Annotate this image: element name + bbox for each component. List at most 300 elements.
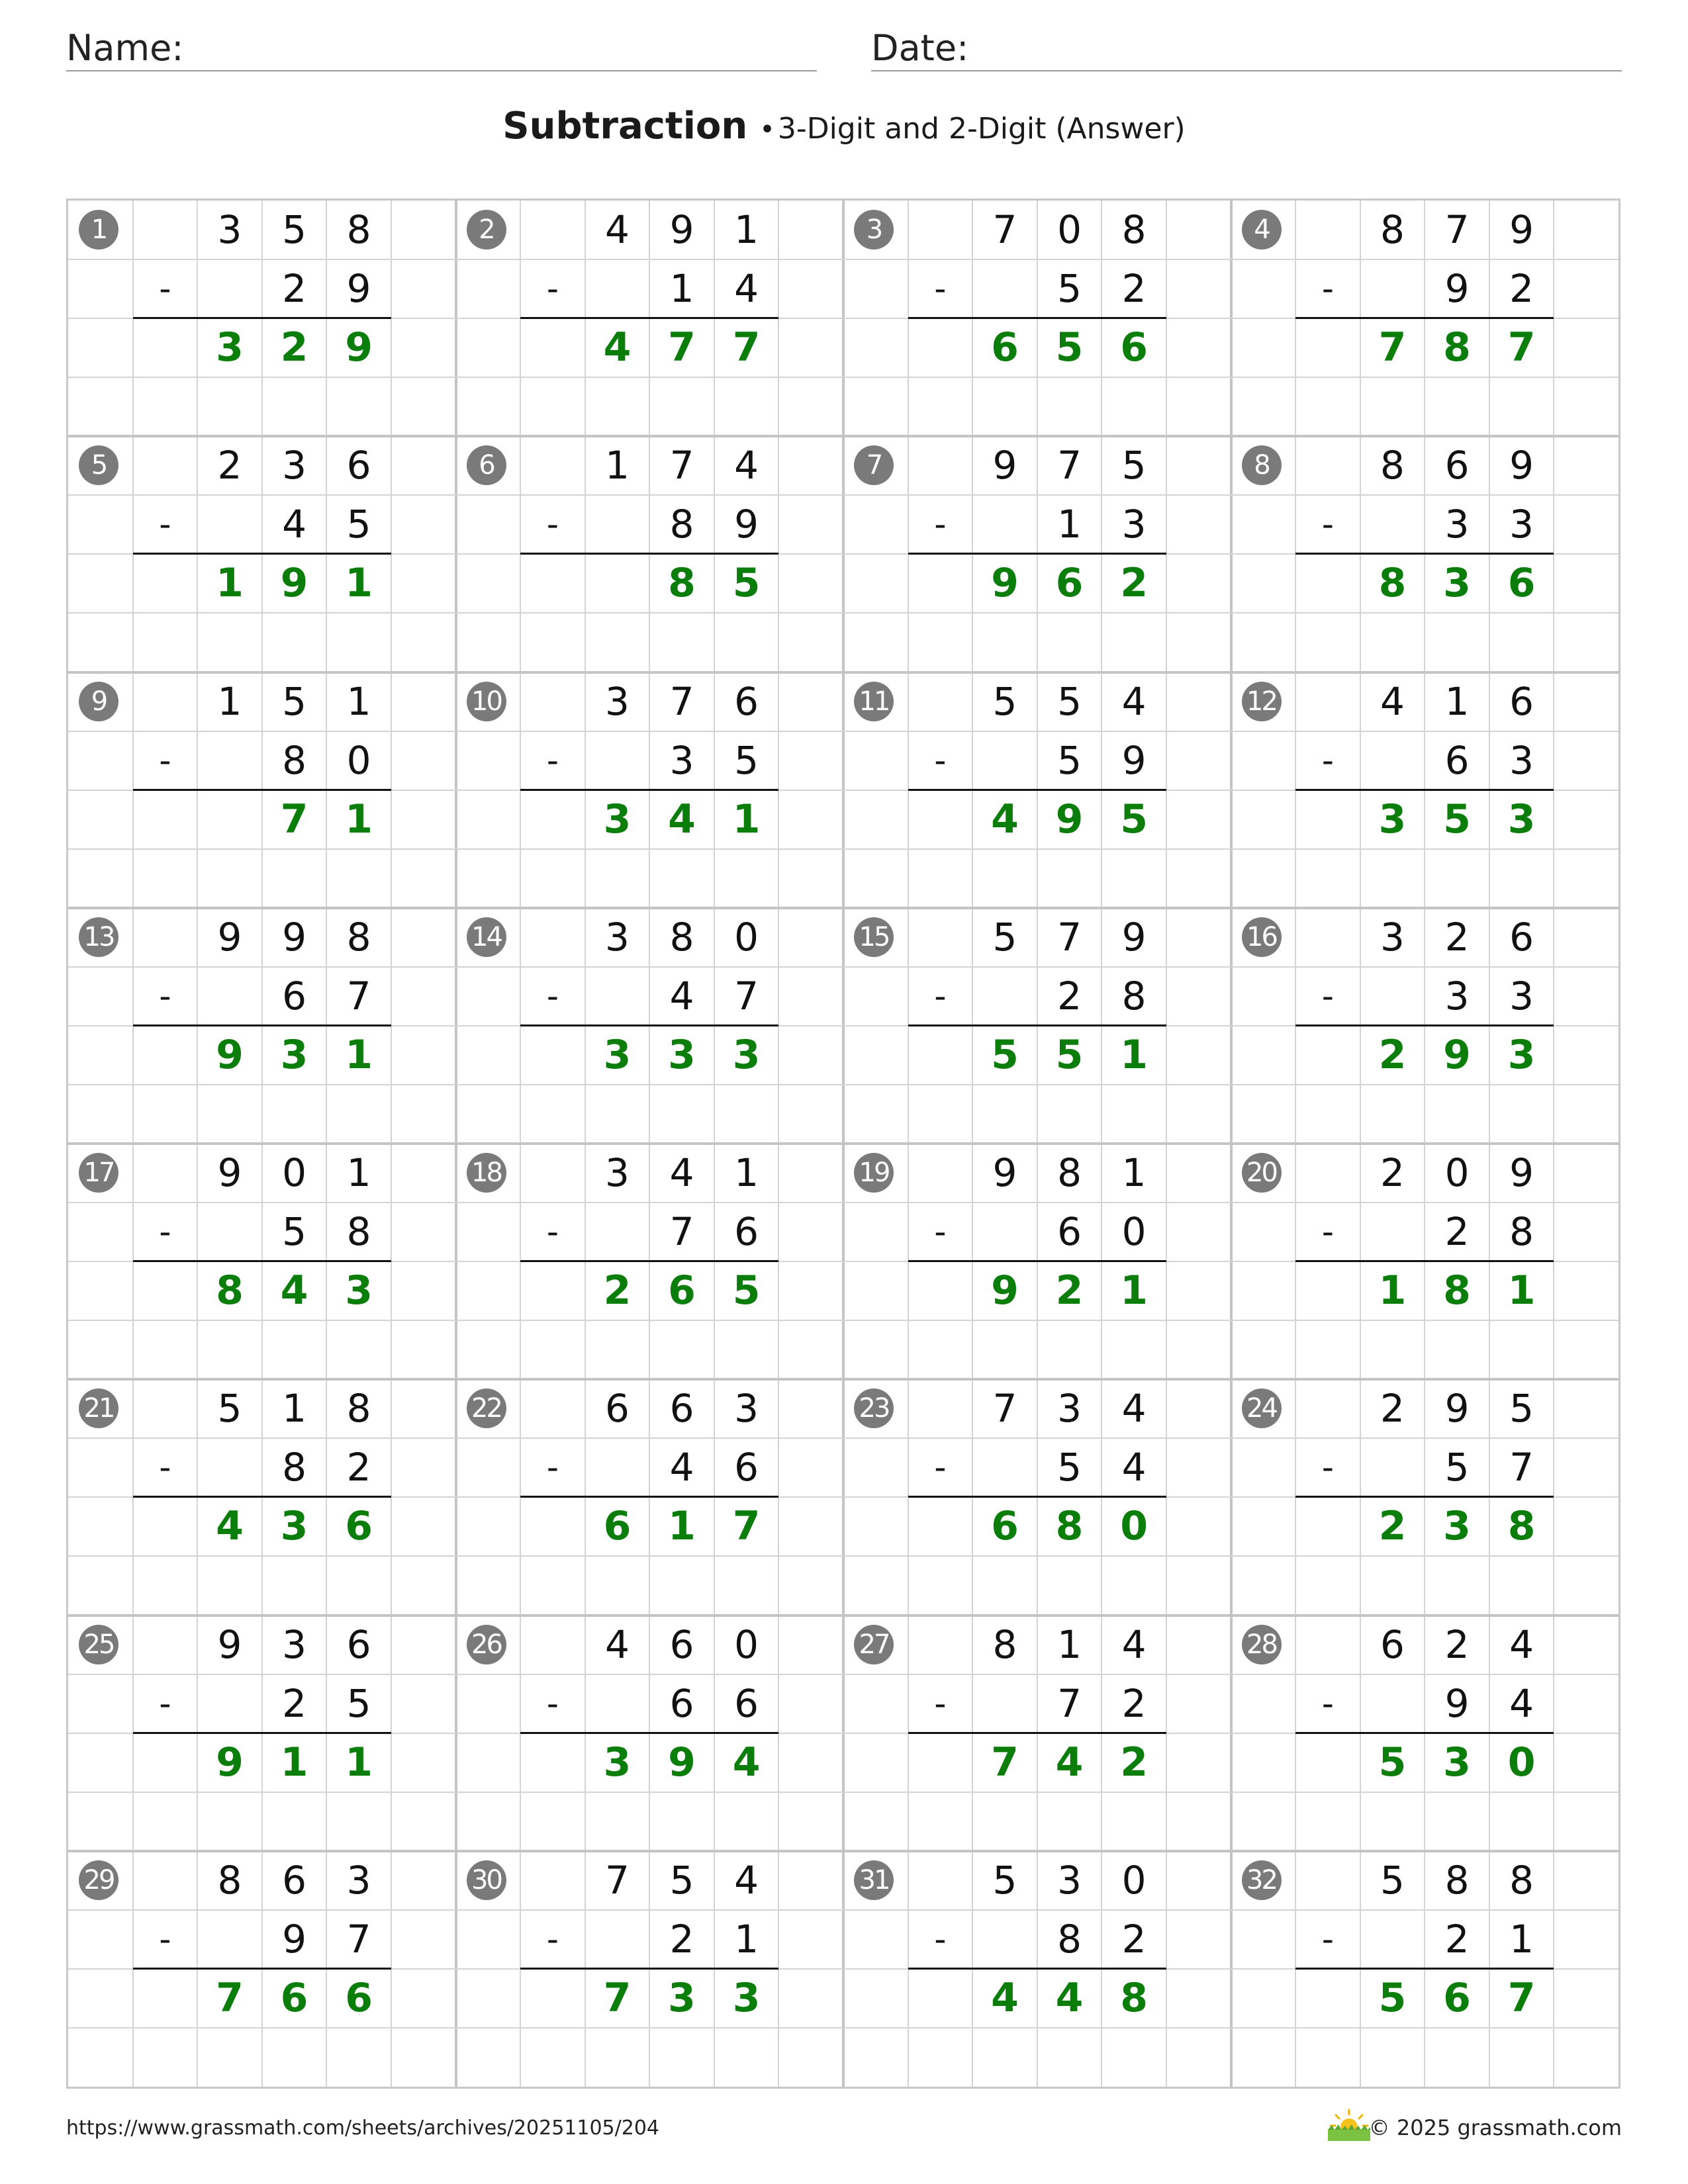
minuend-digit: 2 [1380, 1386, 1405, 1432]
answer-digit[interactable]: 3 [668, 1031, 696, 1078]
problem-18 [456, 1144, 845, 1380]
subtrahend-digit: 3 [1509, 737, 1534, 783]
answer-digit[interactable]: 9 [280, 560, 308, 607]
answer-rule-line [908, 1496, 1166, 1498]
minuend-digit: 8 [217, 1857, 242, 1903]
answer-digit[interactable]: 7 [732, 324, 761, 371]
minus-sign: - [546, 1212, 559, 1251]
answer-digit[interactable]: 2 [1120, 1739, 1148, 1786]
problem-number-badge: 25 [79, 1625, 118, 1664]
answer-digit[interactable]: 3 [603, 1031, 632, 1078]
subtrahend-digit: 9 [346, 266, 371, 312]
minuend-digit: 3 [1057, 1857, 1082, 1903]
minus-sign: - [1321, 505, 1334, 544]
subtrahend-digit: 5 [1444, 1445, 1470, 1490]
answer-digit[interactable]: 5 [1120, 796, 1148, 842]
answer-digit[interactable]: 1 [1378, 1267, 1407, 1314]
answer-digit[interactable]: 3 [345, 1267, 373, 1314]
problem-number-badge: 15 [854, 917, 894, 957]
sun-over-grass-icon [1327, 2109, 1372, 2142]
problem-number-badge: 30 [467, 1860, 506, 1900]
answer-digit[interactable]: 8 [216, 1267, 244, 1314]
answer-rule-line [1295, 317, 1554, 319]
minuend-digit: 4 [1121, 678, 1147, 724]
answer-rule-line [908, 1732, 1166, 1734]
subtrahend-digit: 9 [1444, 266, 1470, 312]
answer-digit[interactable]: 1 [1507, 1267, 1536, 1314]
minuend-digit: 4 [1380, 678, 1405, 724]
minus-sign: - [934, 976, 947, 1015]
minus-sign: - [159, 741, 171, 780]
answer-rule-line [133, 789, 391, 791]
minuend-digit: 4 [734, 1857, 759, 1903]
problem-25 [68, 1615, 457, 1852]
minus-sign: - [1321, 741, 1334, 780]
answer-digit[interactable]: 1 [345, 796, 373, 842]
minus-sign: - [934, 1684, 947, 1723]
minuend-digit: 9 [1509, 443, 1534, 488]
minus-sign: - [934, 1919, 947, 1958]
answer-digit[interactable]: 3 [1378, 796, 1407, 842]
answer-digit[interactable]: 5 [1055, 324, 1084, 371]
answer-digit[interactable]: 5 [1378, 1739, 1407, 1786]
title-bullet: • [759, 114, 775, 145]
answer-digit[interactable]: 3 [1507, 1031, 1536, 1078]
minus-sign: - [1321, 269, 1334, 308]
subtrahend-digit: 3 [1444, 973, 1470, 1019]
minus-sign: - [934, 741, 947, 780]
minuend-digit: 1 [217, 678, 242, 724]
minuend-digit: 5 [669, 1857, 694, 1903]
answer-digit[interactable]: 9 [216, 1739, 244, 1786]
footer-copyright: © 2025 grassmath.com [1368, 2115, 1622, 2140]
answer-digit[interactable]: 8 [1443, 1267, 1471, 1314]
problem-number-badge: 17 [79, 1153, 118, 1193]
answer-digit[interactable]: 7 [732, 1503, 761, 1550]
problem-number-badge: 29 [79, 1860, 118, 1900]
minus-sign: - [934, 1448, 947, 1487]
subtrahend-digit: 8 [282, 1445, 306, 1490]
subtrahend-digit: 7 [734, 973, 759, 1019]
minuend-digit: 3 [734, 1386, 759, 1432]
answer-rule-line [520, 317, 778, 319]
minus-sign: - [546, 505, 559, 544]
minuend-digit: 6 [1509, 914, 1534, 960]
minus-sign: - [1321, 1448, 1334, 1487]
minus-sign: - [159, 505, 171, 544]
subtrahend-digit: 5 [1057, 1445, 1082, 1490]
minuend-digit: 3 [282, 443, 306, 488]
subtrahend-digit: 8 [1121, 973, 1147, 1019]
minuend-digit: 6 [604, 1386, 630, 1432]
subtrahend-digit: 7 [1057, 1680, 1082, 1726]
answer-digit[interactable]: 3 [216, 324, 244, 371]
answer-digit[interactable]: 0 [1507, 1739, 1536, 1786]
subtrahend-digit: 2 [346, 1445, 371, 1490]
answer-digit[interactable]: 3 [280, 1503, 308, 1550]
problem-number-badge: 20 [1242, 1153, 1282, 1193]
problem-23 [843, 1379, 1232, 1615]
answer-digit[interactable]: 3 [732, 1974, 761, 2021]
date-field[interactable] [871, 24, 1622, 71]
minuend-digit: 1 [1444, 678, 1470, 724]
minuend-digit: 5 [1057, 678, 1082, 724]
minuend-digit: 9 [217, 1621, 242, 1667]
problem-number-badge: 23 [854, 1388, 894, 1428]
minus-sign: - [159, 269, 171, 308]
answer-digit[interactable]: 7 [1507, 324, 1536, 371]
minuend-digit: 9 [1509, 207, 1534, 252]
answer-digit[interactable]: 7 [1378, 324, 1407, 371]
answer-rule-line [1295, 1024, 1554, 1026]
problem-15 [843, 908, 1232, 1144]
subtrahend-digit: 8 [1509, 1209, 1534, 1255]
answer-rule-line [1295, 1260, 1554, 1262]
minuend-digit: 3 [1057, 1386, 1082, 1432]
subtrahend-digit: 2 [1444, 1916, 1470, 1962]
answer-rule-line [908, 317, 1166, 319]
answer-digit[interactable]: 7 [668, 324, 696, 371]
minuend-digit: 7 [1444, 207, 1470, 252]
subtrahend-digit: 6 [669, 1680, 694, 1726]
answer-digit[interactable]: 1 [345, 1739, 373, 1786]
minuend-digit: 5 [282, 207, 306, 252]
subtrahend-digit: 2 [1121, 1916, 1147, 1962]
answer-digit[interactable]: 6 [280, 1974, 308, 2021]
title-main: Subtraction [502, 105, 748, 148]
answer-digit[interactable]: 9 [991, 560, 1019, 607]
answer-digit[interactable]: 4 [991, 1974, 1019, 2021]
subtrahend-digit: 2 [1121, 266, 1147, 312]
problem-number-badge: 6 [467, 445, 506, 485]
answer-digit[interactable]: 7 [991, 1739, 1019, 1786]
problem-number-badge: 31 [854, 1860, 894, 1900]
subtrahend-digit: 7 [669, 1209, 694, 1255]
answer-digit[interactable]: 2 [1378, 1031, 1407, 1078]
minuend-digit: 1 [346, 1150, 371, 1195]
minuend-digit: 7 [669, 678, 694, 724]
minuend-digit: 4 [604, 207, 630, 252]
minuend-digit: 4 [1121, 1621, 1147, 1667]
minuend-digit: 9 [992, 443, 1017, 488]
minus-sign: - [546, 269, 559, 308]
problem-number-badge: 9 [79, 682, 118, 721]
answer-digit[interactable]: 3 [1443, 560, 1471, 607]
minuend-digit: 1 [604, 443, 630, 488]
subtrahend-digit: 9 [1121, 737, 1147, 783]
answer-digit[interactable]: 5 [732, 560, 761, 607]
problem-number-badge: 22 [467, 1388, 506, 1428]
answer-digit[interactable]: 6 [603, 1503, 632, 1550]
minuend-digit: 8 [1380, 207, 1405, 252]
answer-digit[interactable]: 9 [216, 1031, 244, 1078]
subtrahend-digit: 8 [669, 502, 694, 547]
answer-digit[interactable]: 6 [991, 324, 1019, 371]
answer-rule-line [908, 1024, 1166, 1026]
answer-digit[interactable]: 5 [1378, 1974, 1407, 2021]
answer-rule-line [133, 1024, 391, 1026]
answer-rule-line [908, 1968, 1166, 1970]
answer-digit[interactable]: 2 [1120, 560, 1148, 607]
subtrahend-digit: 8 [282, 737, 306, 783]
minuend-digit: 2 [1444, 914, 1470, 960]
answer-digit[interactable]: 6 [1055, 560, 1084, 607]
answer-digit[interactable]: 1 [216, 560, 244, 607]
minuend-digit: 6 [734, 678, 759, 724]
answer-digit[interactable]: 9 [1443, 1031, 1471, 1078]
answer-rule-line [520, 1260, 778, 1262]
answer-digit[interactable]: 4 [668, 796, 696, 842]
answer-rule-line [133, 553, 391, 555]
answer-digit[interactable]: 5 [732, 1267, 761, 1314]
minuend-digit: 7 [992, 207, 1017, 252]
minuend-digit: 1 [734, 207, 759, 252]
answer-digit[interactable]: 9 [1055, 796, 1084, 842]
subtrahend-digit: 6 [282, 973, 306, 1019]
answer-rule-line [133, 1732, 391, 1734]
answer-digit[interactable]: 6 [1443, 1974, 1471, 2021]
answer-digit[interactable]: 1 [345, 560, 373, 607]
answer-digit[interactable]: 8 [1378, 560, 1407, 607]
subtrahend-digit: 9 [734, 502, 759, 547]
minuend-digit: 8 [346, 1386, 371, 1432]
answer-digit[interactable]: 1 [732, 796, 761, 842]
answer-digit[interactable]: 1 [1120, 1267, 1148, 1314]
answer-rule-line [908, 1260, 1166, 1262]
answer-digit[interactable]: 6 [668, 1267, 696, 1314]
problem-9 [68, 672, 457, 909]
minuend-digit: 1 [1121, 1150, 1147, 1195]
problem-grid [66, 199, 1620, 2089]
minuend-digit: 5 [1121, 443, 1147, 488]
problem-number-badge: 1 [79, 210, 118, 250]
problem-number-badge: 4 [1242, 210, 1282, 250]
problem-21 [68, 1379, 457, 1615]
answer-digit[interactable]: 1 [1120, 1031, 1148, 1078]
subtrahend-digit: 1 [1057, 502, 1082, 547]
answer-digit[interactable]: 9 [345, 324, 373, 371]
subtrahend-digit: 6 [734, 1209, 759, 1255]
minuend-digit: 5 [1509, 1386, 1534, 1432]
problem-number-badge: 27 [854, 1625, 894, 1664]
minuend-digit: 9 [282, 914, 306, 960]
problem-2 [456, 201, 845, 437]
answer-digit[interactable]: 6 [1120, 324, 1148, 371]
answer-digit[interactable]: 4 [603, 324, 632, 371]
minuend-digit: 3 [1380, 914, 1405, 960]
answer-rule-line [520, 1024, 778, 1026]
answer-digit[interactable]: 3 [603, 1739, 632, 1786]
minuend-digit: 0 [1057, 207, 1082, 252]
minuend-digit: 9 [1444, 1386, 1470, 1432]
problem-number-badge: 19 [854, 1153, 894, 1193]
answer-digit[interactable]: 5 [1055, 1031, 1084, 1078]
minuend-digit: 8 [1509, 1857, 1534, 1903]
minuend-digit: 3 [282, 1621, 306, 1667]
problem-number-badge: 11 [854, 682, 894, 721]
problem-27 [843, 1615, 1232, 1852]
answer-digit[interactable]: 4 [216, 1503, 244, 1550]
answer-rule-line [133, 1260, 391, 1262]
problem-28 [1231, 1615, 1620, 1852]
problem-number-badge: 21 [79, 1388, 118, 1428]
answer-digit[interactable]: 2 [1055, 1267, 1084, 1314]
answer-digit[interactable]: 1 [345, 1031, 373, 1078]
answer-digit[interactable]: 4 [732, 1739, 761, 1786]
answer-digit[interactable]: 7 [216, 1974, 244, 2021]
minuend-digit: 5 [992, 1857, 1017, 1903]
answer-digit[interactable]: 1 [280, 1739, 308, 1786]
minuend-digit: 1 [1057, 1621, 1082, 1667]
answer-rule-line [520, 789, 778, 791]
minuend-digit: 8 [1380, 443, 1405, 488]
problem-number-badge: 32 [1242, 1860, 1282, 1900]
answer-digit[interactable]: 3 [732, 1031, 761, 1078]
minuend-digit: 0 [1121, 1857, 1147, 1903]
minuend-digit: 2 [217, 443, 242, 488]
answer-digit[interactable]: 8 [668, 560, 696, 607]
answer-digit[interactable]: 2 [1378, 1503, 1407, 1550]
subtrahend-digit: 2 [1509, 266, 1534, 312]
minuend-digit: 4 [669, 1150, 694, 1195]
problem-17 [68, 1144, 457, 1380]
minus-sign: - [934, 1212, 947, 1251]
problem-29 [68, 1851, 457, 2087]
worksheet-title [0, 105, 1688, 148]
problem-3 [843, 201, 1232, 437]
subtrahend-digit: 1 [1509, 1916, 1534, 1962]
answer-digit[interactable]: 6 [991, 1503, 1019, 1550]
answer-digit[interactable]: 6 [345, 1503, 373, 1550]
subtrahend-digit: 8 [346, 1209, 371, 1255]
answer-digit[interactable]: 2 [280, 324, 308, 371]
minuend-digit: 5 [992, 914, 1017, 960]
name-field[interactable] [66, 24, 817, 71]
answer-rule-line [1295, 1732, 1554, 1734]
minuend-digit: 9 [1509, 1150, 1534, 1195]
minuend-digit: 1 [346, 678, 371, 724]
answer-digit[interactable]: 9 [668, 1739, 696, 1786]
answer-digit[interactable]: 8 [1507, 1503, 1536, 1550]
minuend-digit: 6 [346, 443, 371, 488]
minuend-digit: 4 [1509, 1621, 1534, 1667]
minuend-digit: 5 [282, 678, 306, 724]
problem-number-badge: 16 [1242, 917, 1282, 957]
subtrahend-digit: 3 [1121, 502, 1147, 547]
answer-digit[interactable]: 8 [1120, 1974, 1148, 2021]
answer-digit[interactable]: 4 [991, 796, 1019, 842]
minuend-digit: 7 [1057, 914, 1082, 960]
subtrahend-digit: 7 [1509, 1445, 1534, 1490]
answer-digit[interactable]: 4 [1055, 1974, 1084, 2021]
subtrahend-digit: 0 [1121, 1209, 1147, 1255]
problem-4 [1231, 201, 1620, 437]
answer-rule-line [1295, 1496, 1554, 1498]
answer-digit[interactable]: 3 [1443, 1503, 1471, 1550]
minus-sign: - [546, 1919, 559, 1958]
problem-24 [1231, 1379, 1620, 1615]
answer-digit[interactable]: 2 [603, 1267, 632, 1314]
answer-digit[interactable]: 5 [991, 1031, 1019, 1078]
subtrahend-digit: 5 [346, 1680, 371, 1726]
minus-sign: - [159, 1448, 171, 1487]
problem-number-badge: 3 [854, 210, 894, 250]
minuend-digit: 6 [346, 1621, 371, 1667]
minus-sign: - [546, 1684, 559, 1723]
minuend-digit: 8 [669, 914, 694, 960]
answer-digit[interactable]: 9 [991, 1267, 1019, 1314]
problem-number-badge: 14 [467, 917, 506, 957]
answer-digit[interactable]: 8 [1055, 1503, 1084, 1550]
answer-digit[interactable]: 3 [1443, 1739, 1471, 1786]
subtrahend-digit: 5 [1057, 737, 1082, 783]
answer-digit[interactable]: 8 [1443, 324, 1471, 371]
subtrahend-digit: 2 [1121, 1680, 1147, 1726]
problem-number-badge: 10 [467, 682, 506, 721]
answer-rule-line [1295, 789, 1554, 791]
subtrahend-digit: 4 [1509, 1680, 1534, 1726]
minus-sign: - [934, 505, 947, 544]
problem-7 [843, 436, 1232, 672]
answer-digit[interactable]: 7 [603, 1974, 632, 2021]
minuend-digit: 6 [1380, 1621, 1405, 1667]
subtrahend-digit: 4 [669, 1445, 694, 1490]
answer-digit[interactable]: 1 [668, 1503, 696, 1550]
problem-13 [68, 908, 457, 1144]
problem-20 [1231, 1144, 1620, 1380]
minus-sign: - [1321, 1212, 1334, 1251]
subtrahend-digit: 3 [669, 737, 694, 783]
minus-sign: - [934, 269, 947, 308]
subtrahend-digit: 6 [734, 1680, 759, 1726]
subtrahend-digit: 4 [1121, 1445, 1147, 1490]
answer-digit[interactable]: 3 [603, 796, 632, 842]
minuend-digit: 5 [992, 678, 1017, 724]
minuend-digit: 1 [282, 1386, 306, 1432]
answer-digit[interactable]: 7 [1507, 1974, 1536, 2021]
answer-digit[interactable]: 5 [1443, 796, 1471, 842]
answer-digit[interactable]: 0 [1120, 1503, 1148, 1550]
minuend-digit: 6 [1444, 443, 1470, 488]
subtrahend-digit: 6 [734, 1445, 759, 1490]
minuend-digit: 8 [1121, 207, 1147, 252]
problem-8 [1231, 436, 1620, 672]
answer-digit[interactable]: 3 [668, 1974, 696, 2021]
subtrahend-digit: 3 [1509, 502, 1534, 547]
answer-digit[interactable]: 4 [280, 1267, 308, 1314]
answer-digit[interactable]: 3 [280, 1031, 308, 1078]
subtrahend-digit: 7 [346, 973, 371, 1019]
subtrahend-digit: 7 [346, 1916, 371, 1962]
footer-url[interactable]: https://www.grassmath.com/sheets/archives/20251105/204 [66, 2116, 660, 2140]
minuend-digit: 7 [992, 1386, 1017, 1432]
answer-digit[interactable]: 6 [345, 1974, 373, 2021]
subtrahend-digit: 2 [1057, 973, 1082, 1019]
answer-digit[interactable]: 6 [1507, 560, 1536, 607]
subtrahend-digit: 5 [282, 1209, 306, 1255]
minuend-digit: 3 [217, 207, 242, 252]
answer-digit[interactable]: 3 [1507, 796, 1536, 842]
answer-digit[interactable]: 7 [280, 796, 308, 842]
answer-digit[interactable]: 4 [1055, 1739, 1084, 1786]
problem-number-badge: 8 [1242, 445, 1282, 485]
minuend-digit: 8 [1057, 1150, 1082, 1195]
minuend-digit: 5 [1380, 1857, 1405, 1903]
minuend-digit: 3 [604, 678, 630, 724]
minuend-digit: 6 [669, 1386, 694, 1432]
answer-rule-line [908, 553, 1166, 555]
minuend-digit: 2 [1380, 1150, 1405, 1195]
